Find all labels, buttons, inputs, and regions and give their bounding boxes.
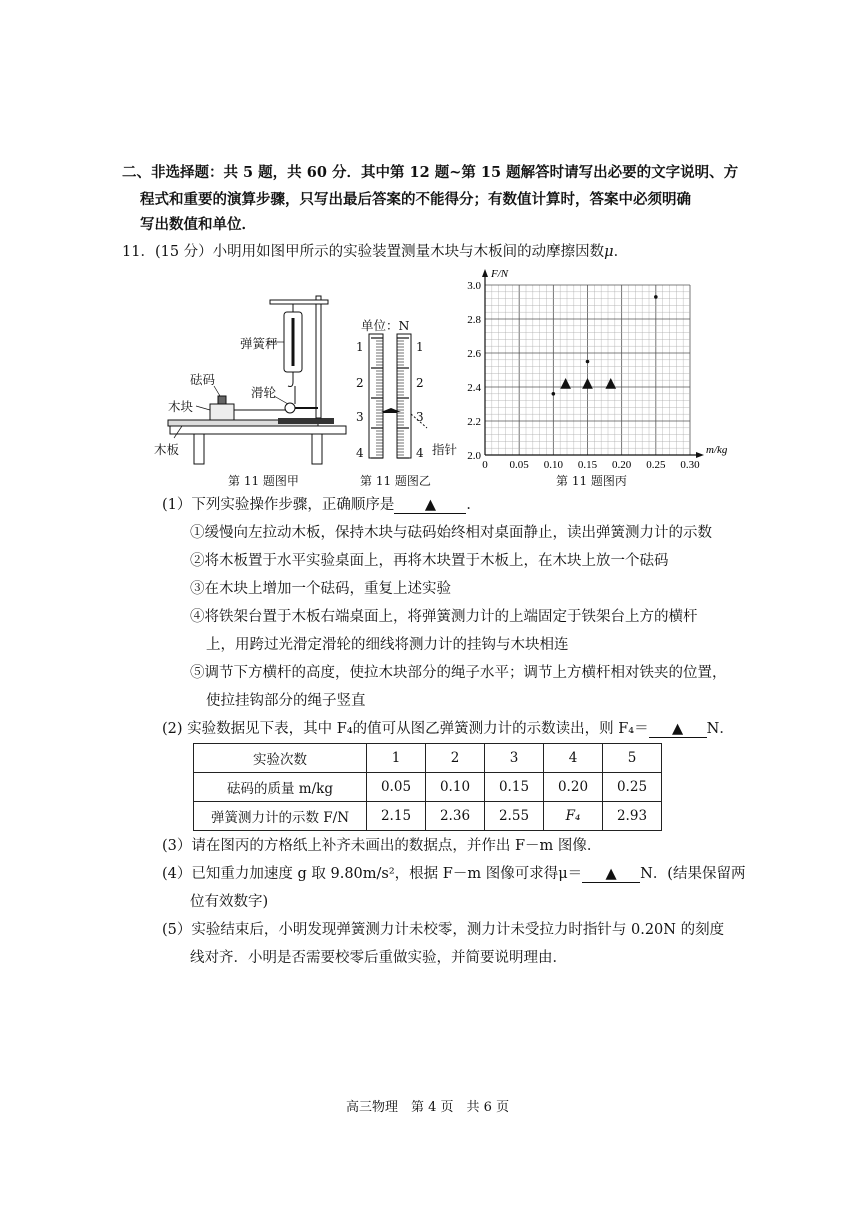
label-pulley: 滑轮 (251, 385, 277, 400)
scale-tick-right-4: 4 (416, 446, 424, 460)
scale-strip-right (397, 334, 411, 458)
chart-grid (485, 285, 690, 455)
scale-ticks (371, 338, 409, 458)
table-cell: 1 (367, 744, 426, 773)
leader-pulley (274, 396, 288, 404)
x-tick-label: 0.20 (612, 459, 632, 470)
step-5-continued: 使拉挂钩部分的绳子竖直 (206, 693, 366, 709)
y-tick-label: 2.2 (467, 416, 481, 428)
chart-points (552, 295, 658, 396)
table-cell: 2.36 (426, 802, 485, 831)
wooden-block (210, 404, 234, 420)
figure-chart (455, 265, 745, 470)
table-cell: 2 (426, 744, 485, 773)
weight-mass (218, 396, 226, 404)
scale-unit-label: 单位：N (361, 318, 410, 333)
stand-pole (316, 296, 321, 418)
sub1-answer-blank[interactable]: ▲ (394, 497, 466, 514)
question-end: ． (613, 244, 629, 260)
table-leg-left (194, 434, 204, 464)
table-cell: 0.15 (485, 773, 544, 802)
scale-tick-left-2: 2 (356, 376, 364, 390)
step-2: ②将木板置于水平实验桌面上，再将木块置于木板上，在木块上放一个砝码 (190, 553, 669, 569)
pointer-label: 指针 (432, 442, 458, 457)
answer-marker: ▲ (560, 374, 572, 391)
x-tick-label: 0.25 (646, 459, 666, 470)
scale-strip-left (369, 334, 383, 458)
chart-axes (482, 269, 704, 458)
sub1-end: ． (466, 497, 481, 513)
x-tick-label: 0.30 (680, 459, 700, 470)
step-5: ⑤调节下方横杆的高度，使拉木块部分的绳子水平；调节上方横杆相对铁夹的位置， (190, 665, 727, 681)
label-weight: 砝码 (190, 372, 216, 387)
table-header-cell: 砝码的质量 m/kg (194, 773, 367, 802)
table-cell: 0.05 (367, 773, 426, 802)
sub4-part2: N．(结果保留两 (640, 866, 746, 882)
section-heading-line2: 程式和重要的演算步骤，只写出最后答案的不能得分；有数值计算时，答案中必须明确 (140, 191, 691, 208)
table-row (194, 773, 662, 802)
question-number: 11． (122, 244, 155, 260)
caption-fig-bing: 第 11 题图丙 (556, 474, 627, 488)
question-stem (122, 242, 628, 262)
sub5-line1: (5）实验结束后，小明发现弹簧测力计未校零，测力计未受拉力时指针与 0.20N 的刻度 (162, 922, 725, 938)
sub2-end: N． (706, 721, 734, 737)
table-top (170, 426, 346, 434)
y-tick-label: 2.0 (467, 450, 481, 462)
scale-tick-left-1: 1 (356, 340, 364, 354)
page-footer: 高三物理 第 4 页 共 6 页 (346, 1100, 510, 1115)
question-text: (15 分）小明用如图甲所示的实验装置测量木块与木板间的动摩擦因数 (154, 244, 605, 260)
scale-tick-right-1: 1 (416, 340, 424, 354)
sub4-part1: (4）已知重力加速度 g 取 9.80m/s²，根据 F－m 图像可求得μ＝ (162, 866, 583, 882)
sub4-answer-blank[interactable]: ▲ (582, 866, 640, 883)
table-cell: 5 (603, 744, 662, 773)
sub5-line2: 线对齐．小明是否需要校零后重做实验，并简要说明理由． (190, 950, 567, 966)
x-tick-label: 0.10 (543, 459, 563, 470)
step-3: ③在木块上增加一个砝码，重复上述实验 (190, 581, 451, 597)
x-tick-label: 0.05 (509, 459, 529, 470)
table-cell: 2.55 (485, 802, 544, 831)
leader-block (196, 406, 210, 410)
table-leg-right (312, 434, 322, 464)
sub1-label: (1）下列实验操作步骤，正确顺序是 (162, 497, 395, 513)
stand-top-bar (270, 300, 328, 304)
step-1: ①缓慢向左拉动木板，保持木块与砝码始终相对桌面静止，读出弹簧测力计的示数 (190, 525, 712, 541)
scale-hook-bottom (288, 372, 293, 387)
chart-tick-labels (467, 268, 728, 470)
section-heading-line1: 二、非选择题：共 5 题，共 60 分．其中第 12 题~第 15 题解答时请写出必要的文字说明、方 (122, 164, 739, 181)
section-heading-line3: 写出数值和单位． (140, 216, 256, 233)
table-cell: 4 (544, 744, 603, 773)
sub2-label: (2) 实验数据见下表，其中 F₄的值可从图乙弹簧测力计的示数读出，则 F₄＝ (162, 721, 649, 737)
sub2-line (162, 719, 734, 739)
sub4-line (162, 864, 745, 884)
answer-marker: ▲ (605, 374, 617, 391)
figure-apparatus (150, 290, 350, 470)
sub1-line (162, 495, 481, 515)
scale-tick-left-4: 4 (356, 446, 364, 460)
mu-symbol: μ (604, 244, 614, 260)
sub4-line2: 位有效数字) (190, 894, 269, 910)
table-cell: 0.20 (544, 773, 603, 802)
y-tick-label: 2.6 (467, 348, 481, 360)
y-tick-label: 2.8 (467, 314, 481, 326)
sub3-text: (3）请在图丙的方格纸上补齐未画出的数据点，并作出 F－m 图像． (162, 838, 602, 854)
table-cell: 0.10 (426, 773, 485, 802)
step-4: ④将铁架台置于木板右端桌面上，将弹簧测力计的上端固定于铁架台上方的横杆 (190, 609, 698, 625)
x-tick-label: 0 (482, 459, 488, 470)
table-header-cell: 弹簧测力计的示数 F/N (194, 802, 367, 831)
table-header-cell: 实验次数 (194, 744, 367, 773)
table-cell: 2.15 (367, 802, 426, 831)
x-tick-label: 0.15 (577, 459, 598, 470)
pulley (285, 403, 295, 413)
step-4-continued: 上，用跨过光滑定滑轮的细线将测力计的挂钩与木块相连 (206, 637, 569, 653)
y-tick-label: 3.0 (467, 280, 481, 292)
stand-base (278, 418, 334, 424)
data-point (654, 295, 658, 299)
table-cell-f4: F₄ (544, 802, 603, 831)
data-point (552, 392, 556, 396)
y-axis-arrow (482, 269, 488, 277)
scale-tick-right-2: 2 (416, 376, 424, 390)
table-row (194, 744, 662, 773)
data-table (193, 743, 662, 831)
y-tick-label: 2.4 (467, 382, 481, 394)
label-spring-scale: 弹簧秤 (240, 336, 278, 351)
table-cell: 3 (485, 744, 544, 773)
scale-tick-left-3: 3 (356, 410, 364, 424)
label-board: 木板 (154, 442, 180, 457)
sub2-answer-blank[interactable]: ▲ (649, 721, 707, 738)
table-cell: 0.25 (603, 773, 662, 802)
table-row (194, 802, 662, 831)
data-point (586, 360, 590, 364)
x-axis-label: m/kg (706, 444, 728, 456)
x-axis-arrow (696, 452, 704, 458)
caption-fig-jia: 第 11 题图甲 (228, 474, 299, 488)
table-cell: 2.93 (603, 802, 662, 831)
scale-tick-right-3: 3 (416, 410, 424, 424)
label-block: 木块 (168, 399, 194, 414)
answer-marker: ▲ (582, 374, 593, 391)
caption-fig-yi: 第 11 题图乙 (360, 474, 431, 488)
y-axis-label: F/N (491, 268, 509, 280)
